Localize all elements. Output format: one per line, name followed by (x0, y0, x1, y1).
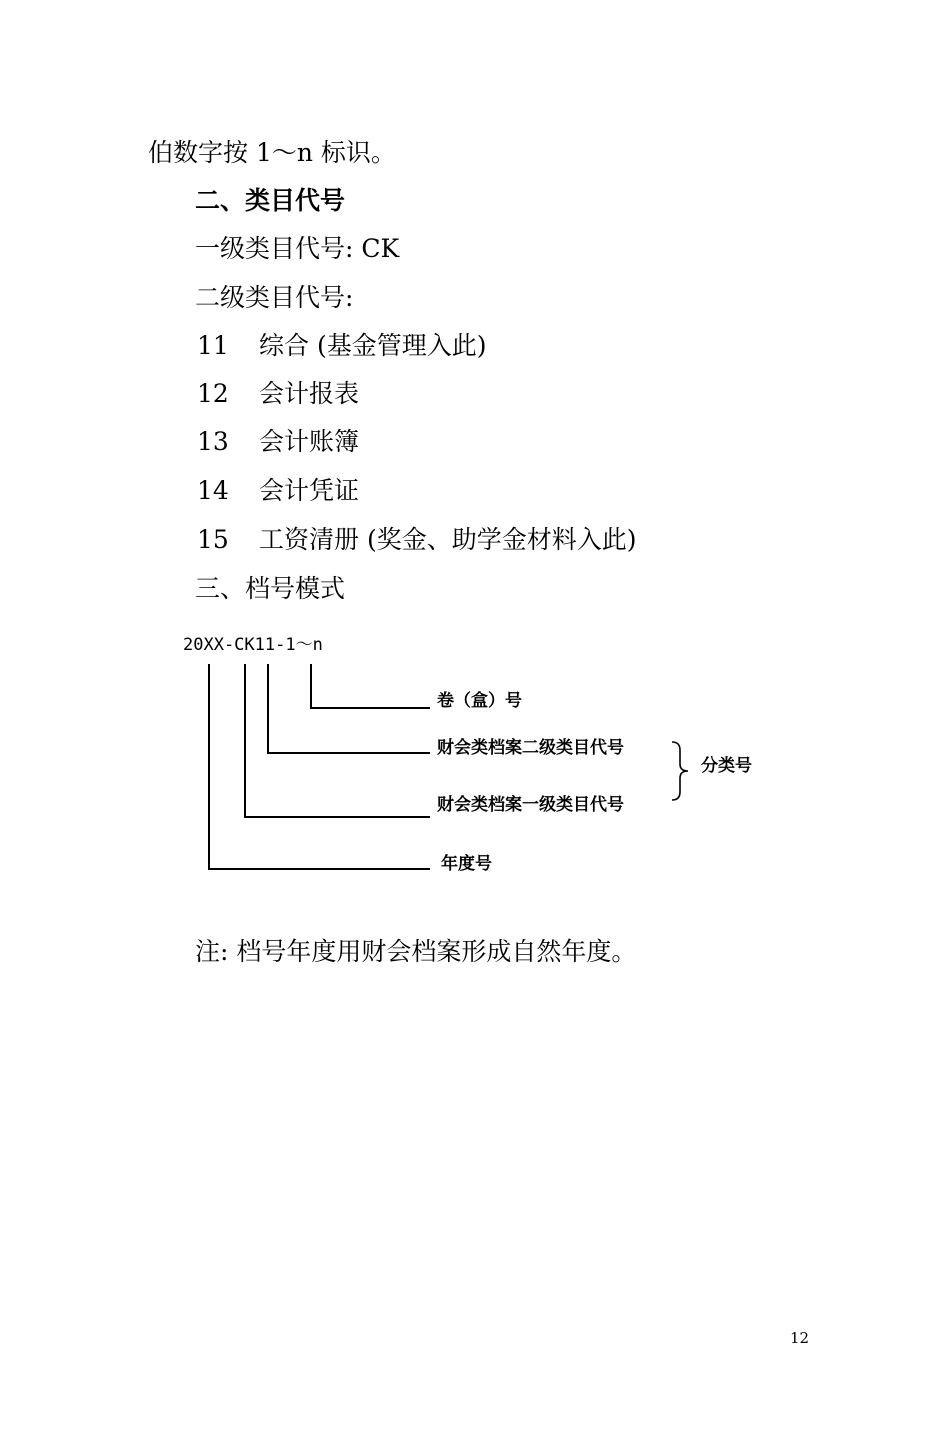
volume-connector-horizontal (310, 707, 430, 709)
code-number: 12 (197, 379, 229, 408)
level2-connector-horizontal (267, 752, 430, 754)
code-number: 13 (197, 427, 229, 456)
classification-number-label: 分类号 (701, 756, 752, 776)
volume-number-label: 卷（盒）号 (437, 691, 522, 711)
section3-heading: 三、档号模式 (195, 574, 346, 603)
level2-label: 二级类目代号: (195, 283, 354, 312)
level1-connector-vertical (244, 664, 246, 818)
level1-connector-horizontal (244, 816, 430, 818)
right-brace-icon (668, 740, 692, 802)
year-connector-horizontal (208, 868, 430, 870)
code-number: 11 (197, 331, 229, 360)
code-pattern: 20XX-CK11-1～n (183, 635, 323, 655)
level1-code-line: 一级类目代号: CK (195, 234, 400, 263)
level2-category-label: 财会类档案二级类目代号 (437, 738, 624, 758)
note: 注: 档号年度用财会档案形成自然年度。 (195, 937, 637, 966)
section2-heading: 二、类目代号 (195, 186, 346, 215)
code-name: 综合 (基金管理入此) (259, 331, 487, 360)
code-number: 14 (197, 476, 229, 505)
code-name: 会计报表 (259, 379, 360, 408)
year-number-label: 年度号 (441, 854, 492, 874)
page-number: 12 (790, 1329, 810, 1347)
code-name: 工资清册 (奖金、助学金材料入此) (259, 525, 637, 554)
level2-connector-vertical (267, 664, 269, 754)
level1-category-label: 财会类档案一级类目代号 (437, 795, 624, 815)
intro-line: 伯数字按 1～n 标识。 (148, 138, 396, 167)
code-number: 15 (197, 525, 229, 554)
volume-connector-vertical (310, 664, 312, 709)
code-name: 会计凭证 (259, 476, 360, 505)
year-connector-vertical (208, 664, 210, 870)
code-name: 会计账簿 (259, 427, 360, 456)
